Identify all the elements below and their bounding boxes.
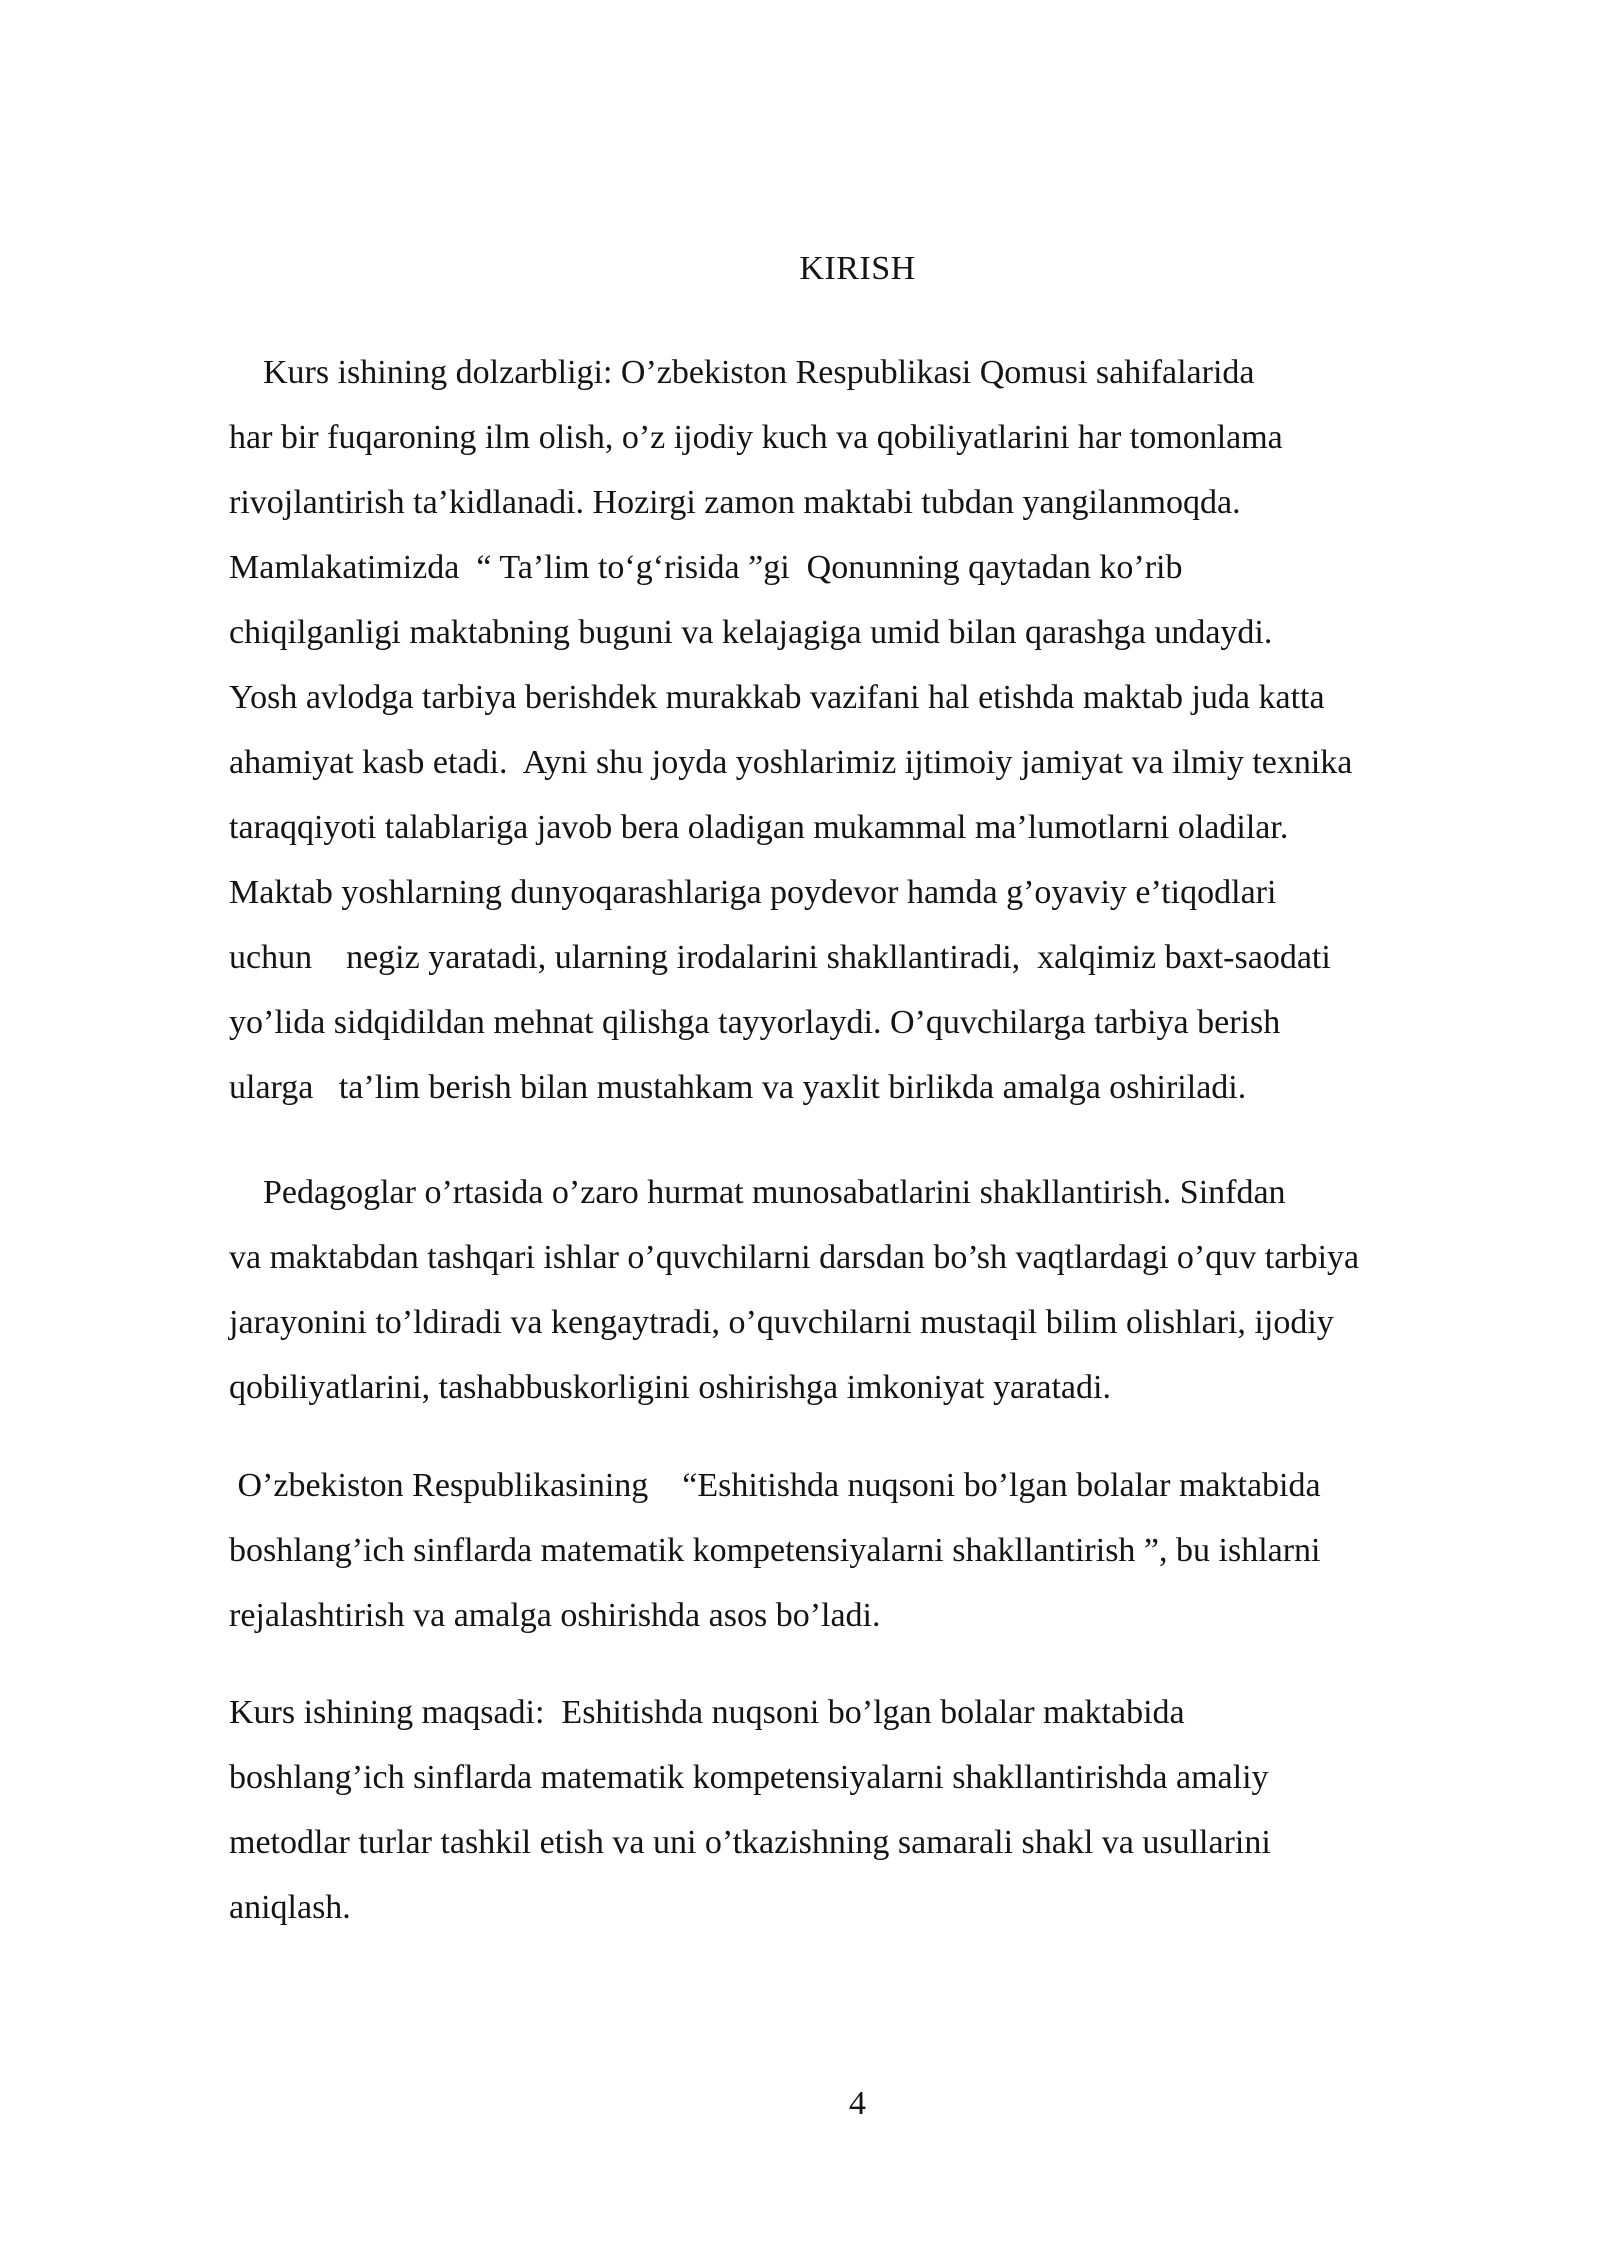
text-line: aniqlash. (229, 1889, 351, 1926)
text-line: qobiliyatlarini, tashabbuskorligini oshirishga imkoniyat yaratadi. (229, 1369, 1111, 1406)
text-line: Yosh avlodga tarbiya berishdek murakkab vazifani hal etishda maktab juda katta (229, 679, 1325, 716)
paragraph-pedagogues (229, 1160, 1529, 1420)
text-line: uchun negiz yaratadi, ularning irodalarini shakllantiradi, xalqimiz baxt-saodati (229, 939, 1331, 976)
section-title: KIRISH (799, 250, 916, 287)
text-line: chiqilganligi maktabning buguni va kelajagiga umid bilan qarashga undaydi. (229, 614, 1273, 651)
paragraph-goal (229, 1680, 1529, 1940)
text-line: har bir fuqaroning ilm olish, o’z ijodiy kuch va qobiliyatlarini har tomonlama (229, 419, 1283, 456)
text-line: boshlang’ich sinflarda matematik kompetensiyalarni shakllantirishda amaliy (229, 1759, 1269, 1796)
paragraph-republic (229, 1453, 1529, 1648)
text-line: ahamiyat kasb etadi. Ayni shu joyda yoshlarimiz ijtimoiy jamiyat va ilmiy texnika (229, 744, 1353, 781)
text-line: O’zbekiston Respublikasining “Eshitishda nuqsoni bo’lgan bolalar maktabida (229, 1467, 1321, 1504)
text-line: yo’lida sidqidildan mehnat qilishga tayyorlaydi. O’quvchilarga tarbiya berish (229, 1004, 1281, 1041)
text-line: metodlar turlar tashkil etish va uni o’tkazishning samarali shakl va usullarini (229, 1824, 1271, 1861)
text-line: Mamlakatimizda “ Ta’lim to‘g‘risida ”gi Qonunning qaytadan ko’rib (229, 549, 1183, 586)
text-line: boshlang’ich sinflarda matematik kompetensiyalarni shakllantirish ”, bu ishlarni (229, 1532, 1321, 1569)
text-line: jarayonini to’ldiradi va kengaytradi, o’quvchilarni mustaqil bilim olishlari, ijodiy (229, 1304, 1334, 1341)
page-number: 4 (849, 2085, 866, 2122)
text-line: ularga ta’lim berish bilan mustahkam va yaxlit birlikda amalga oshiriladi. (229, 1069, 1247, 1106)
text-line: Kurs ishining maqsadi: Eshitishda nuqsoni bo’lgan bolalar maktabida (229, 1694, 1185, 1731)
text-line: rivojlantirish ta’kidlanadi. Hozirgi zamon maktabi tubdan yangilanmoqda. (229, 484, 1241, 521)
text-line: rejalashtirish va amalga oshirishda asos bo’ladi. (229, 1597, 881, 1634)
text-line: Kurs ishining dolzarbligi: O’zbekiston Respublikasi Qomusi sahifalarida (229, 354, 1255, 391)
text-line: Maktab yoshlarning dunyoqarashlariga poydevor hamda g’oyaviy e’tiqodlari (229, 874, 1277, 911)
text-line: va maktabdan tashqari ishlar o’quvchilarni darsdan bo’sh vaqtlardagi o’quv tarbiya (229, 1239, 1360, 1276)
text-line: taraqqiyoti talablariga javob bera oladigan mukammal ma’lumotlarni oladilar. (229, 809, 1289, 846)
paragraph-relevance (229, 340, 1529, 1120)
text-line: Pedagoglar o’rtasida o’zaro hurmat munosabatlarini shakllantirish. Sinfdan (229, 1174, 1286, 1211)
